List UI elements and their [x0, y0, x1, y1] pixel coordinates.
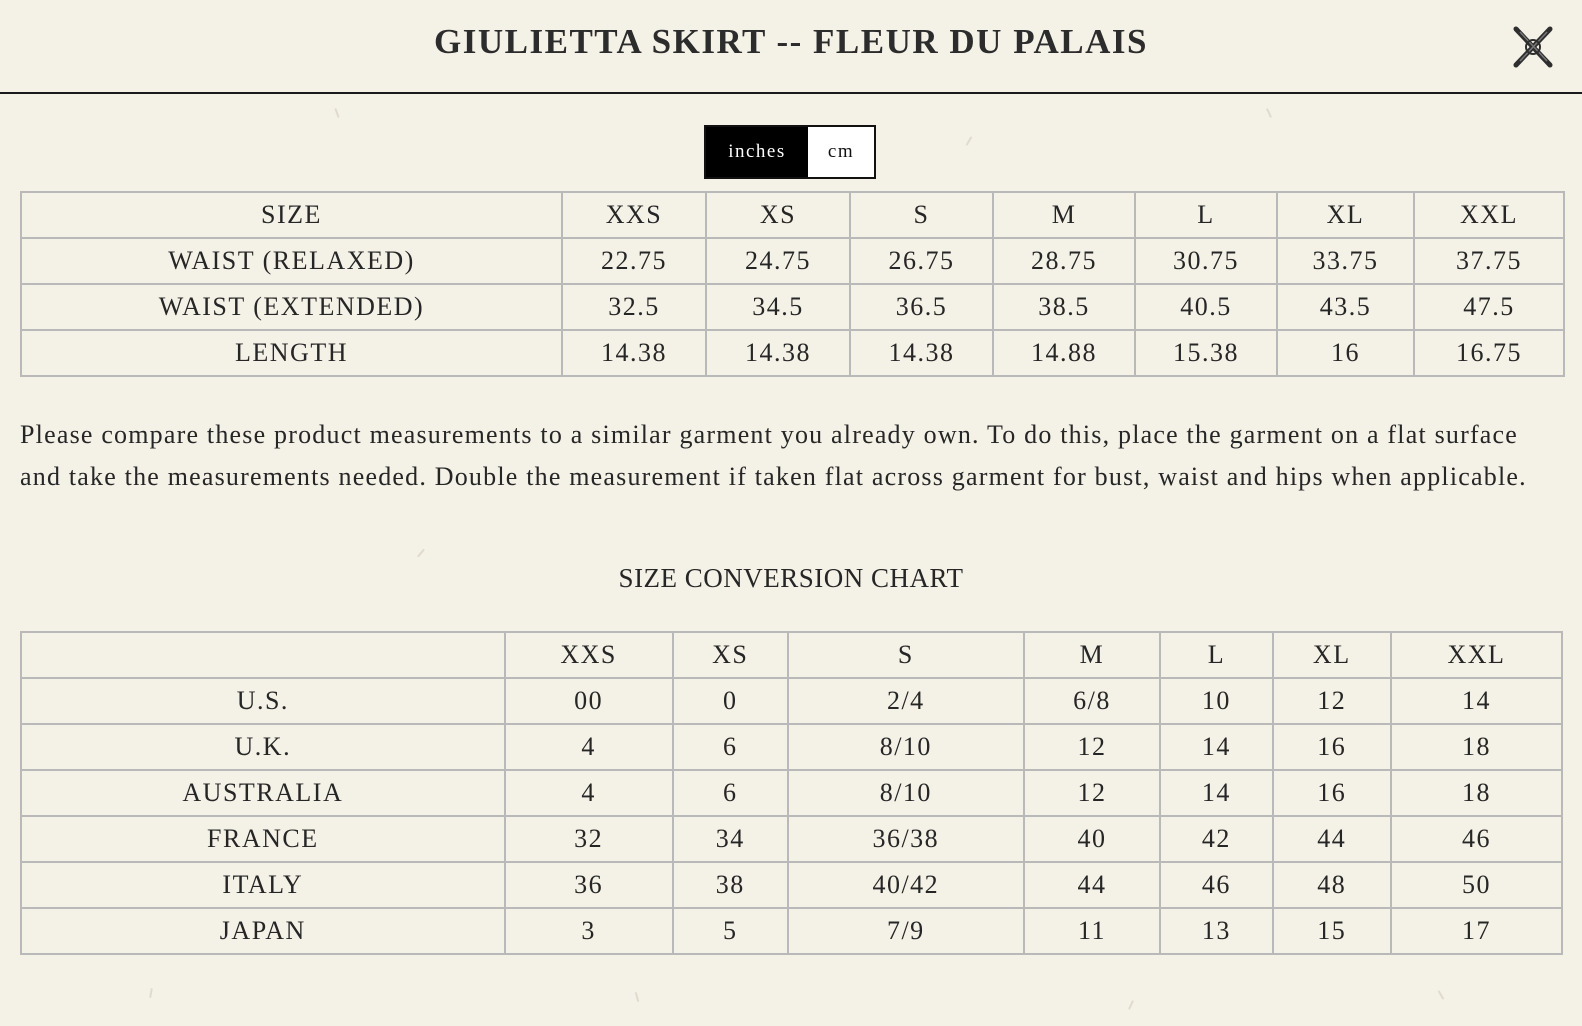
table-cell: 24.75 [706, 238, 850, 284]
table-row [21, 724, 1562, 770]
table-cell: 4 [505, 724, 673, 770]
table-row [21, 770, 1562, 816]
table-row [21, 862, 1562, 908]
header-cell: XXL [1414, 192, 1564, 238]
close-x-icon [1510, 24, 1556, 70]
table-cell: 36 [505, 862, 673, 908]
table-row [21, 238, 1564, 284]
table-cell: 28.75 [993, 238, 1135, 284]
table-cell: 17 [1391, 908, 1562, 954]
table-cell: 13 [1160, 908, 1272, 954]
table-cell: 0 [673, 678, 788, 724]
row-label: U.K. [21, 724, 505, 770]
table-cell: 14 [1160, 724, 1272, 770]
table-cell: 37.75 [1414, 238, 1564, 284]
table-cell: 14.88 [993, 330, 1135, 376]
table-cell: 16 [1273, 770, 1391, 816]
measurements-table [20, 191, 1565, 377]
table-cell: 6 [673, 724, 788, 770]
table-cell: 32 [505, 816, 673, 862]
conversion-chart-title: SIZE CONVERSION CHART [618, 563, 964, 593]
row-label: WAIST (EXTENDED) [21, 284, 562, 330]
header-cell: M [993, 192, 1135, 238]
row-label: LENGTH [21, 330, 562, 376]
table-cell: 14 [1391, 678, 1562, 724]
header-cell: XS [673, 632, 788, 678]
table-cell: 00 [505, 678, 673, 724]
row-label: AUSTRALIA [21, 770, 505, 816]
table-cell: 11 [1024, 908, 1161, 954]
header-cell: XXS [562, 192, 706, 238]
table-cell: 16 [1277, 330, 1414, 376]
table-row [21, 678, 1562, 724]
table-cell: 38 [673, 862, 788, 908]
table-cell: 18 [1391, 724, 1562, 770]
table-cell: 40 [1024, 816, 1161, 862]
table-cell: 14 [1160, 770, 1272, 816]
table-cell: 14.38 [562, 330, 706, 376]
table-cell: 34.5 [706, 284, 850, 330]
header-cell: XL [1277, 192, 1414, 238]
table-cell: 14.38 [850, 330, 993, 376]
table-cell: 36.5 [850, 284, 993, 330]
header-cell: S [850, 192, 993, 238]
conversion-table [20, 631, 1563, 955]
table-header-row [21, 632, 1562, 678]
table-header-row [21, 192, 1564, 238]
paper-texture [417, 549, 425, 558]
row-label: WAIST (RELAXED) [21, 238, 562, 284]
table-cell: 6 [673, 770, 788, 816]
header-cell: XL [1273, 632, 1391, 678]
table-row [21, 816, 1562, 862]
header-cell: L [1160, 632, 1272, 678]
paper-texture [966, 136, 973, 146]
table-cell: 40/42 [788, 862, 1024, 908]
table-cell: 8/10 [788, 724, 1024, 770]
row-label: FRANCE [21, 816, 505, 862]
table-cell: 15 [1273, 908, 1391, 954]
paper-texture [635, 992, 640, 1002]
paper-texture [1266, 108, 1272, 118]
close-button[interactable] [1510, 24, 1556, 70]
table-cell: 33.75 [1277, 238, 1414, 284]
table-cell: 8/10 [788, 770, 1024, 816]
table-cell: 44 [1024, 862, 1161, 908]
table-cell: 36/38 [788, 816, 1024, 862]
table-cell: 43.5 [1277, 284, 1414, 330]
table-cell: 48 [1273, 862, 1391, 908]
header-cell: XXL [1391, 632, 1562, 678]
table-cell: 32.5 [562, 284, 706, 330]
table-cell: 26.75 [850, 238, 993, 284]
table-cell: 2/4 [788, 678, 1024, 724]
table-cell: 16.75 [1414, 330, 1564, 376]
table-cell: 4 [505, 770, 673, 816]
table-row [21, 330, 1564, 376]
table-cell: 40.5 [1135, 284, 1277, 330]
table-row [21, 284, 1564, 330]
table-cell: 47.5 [1414, 284, 1564, 330]
table-cell: 15.38 [1135, 330, 1277, 376]
table-cell: 22.75 [562, 238, 706, 284]
table-cell: 16 [1273, 724, 1391, 770]
header-cell: XS [706, 192, 850, 238]
unit-inches-button[interactable]: inches [706, 127, 808, 177]
table-cell: 14.38 [706, 330, 850, 376]
modal-header [0, 0, 1582, 94]
table-cell: 7/9 [788, 908, 1024, 954]
row-label: ITALY [21, 862, 505, 908]
unit-toggle [704, 125, 876, 179]
header-cell: L [1135, 192, 1277, 238]
table-row [21, 908, 1562, 954]
unit-cm-button[interactable]: cm [808, 127, 874, 177]
table-cell: 46 [1391, 816, 1562, 862]
measurement-instructions: Please compare these product measurements to a similar garment you already own. To do this, place the garment on a flat surface and take the measurements needed. Double the measurement if taken flat across garment for bust, waist and hips when applicable. [20, 420, 1527, 491]
row-label: JAPAN [21, 908, 505, 954]
table-cell: 50 [1391, 862, 1562, 908]
paper-texture [1128, 1000, 1134, 1010]
table-cell: 18 [1391, 770, 1562, 816]
table-cell: 5 [673, 908, 788, 954]
table-cell: 12 [1273, 678, 1391, 724]
paper-texture [1438, 990, 1445, 1000]
header-cell [21, 632, 505, 678]
table-cell: 3 [505, 908, 673, 954]
header-cell: XXS [505, 632, 673, 678]
header-cell: M [1024, 632, 1161, 678]
header-cell: SIZE [21, 192, 562, 238]
row-label: U.S. [21, 678, 505, 724]
table-cell: 12 [1024, 770, 1161, 816]
table-cell: 10 [1160, 678, 1272, 724]
table-cell: 30.75 [1135, 238, 1277, 284]
paper-texture [334, 108, 339, 118]
table-cell: 42 [1160, 816, 1272, 862]
modal-title: GIULIETTA SKIRT -- FLEUR DU PALAIS [434, 22, 1148, 61]
table-cell: 34 [673, 816, 788, 862]
table-cell: 44 [1273, 816, 1391, 862]
table-cell: 46 [1160, 862, 1272, 908]
table-cell: 38.5 [993, 284, 1135, 330]
header-cell: S [788, 632, 1024, 678]
table-cell: 12 [1024, 724, 1161, 770]
table-cell: 6/8 [1024, 678, 1161, 724]
paper-texture [149, 988, 153, 998]
